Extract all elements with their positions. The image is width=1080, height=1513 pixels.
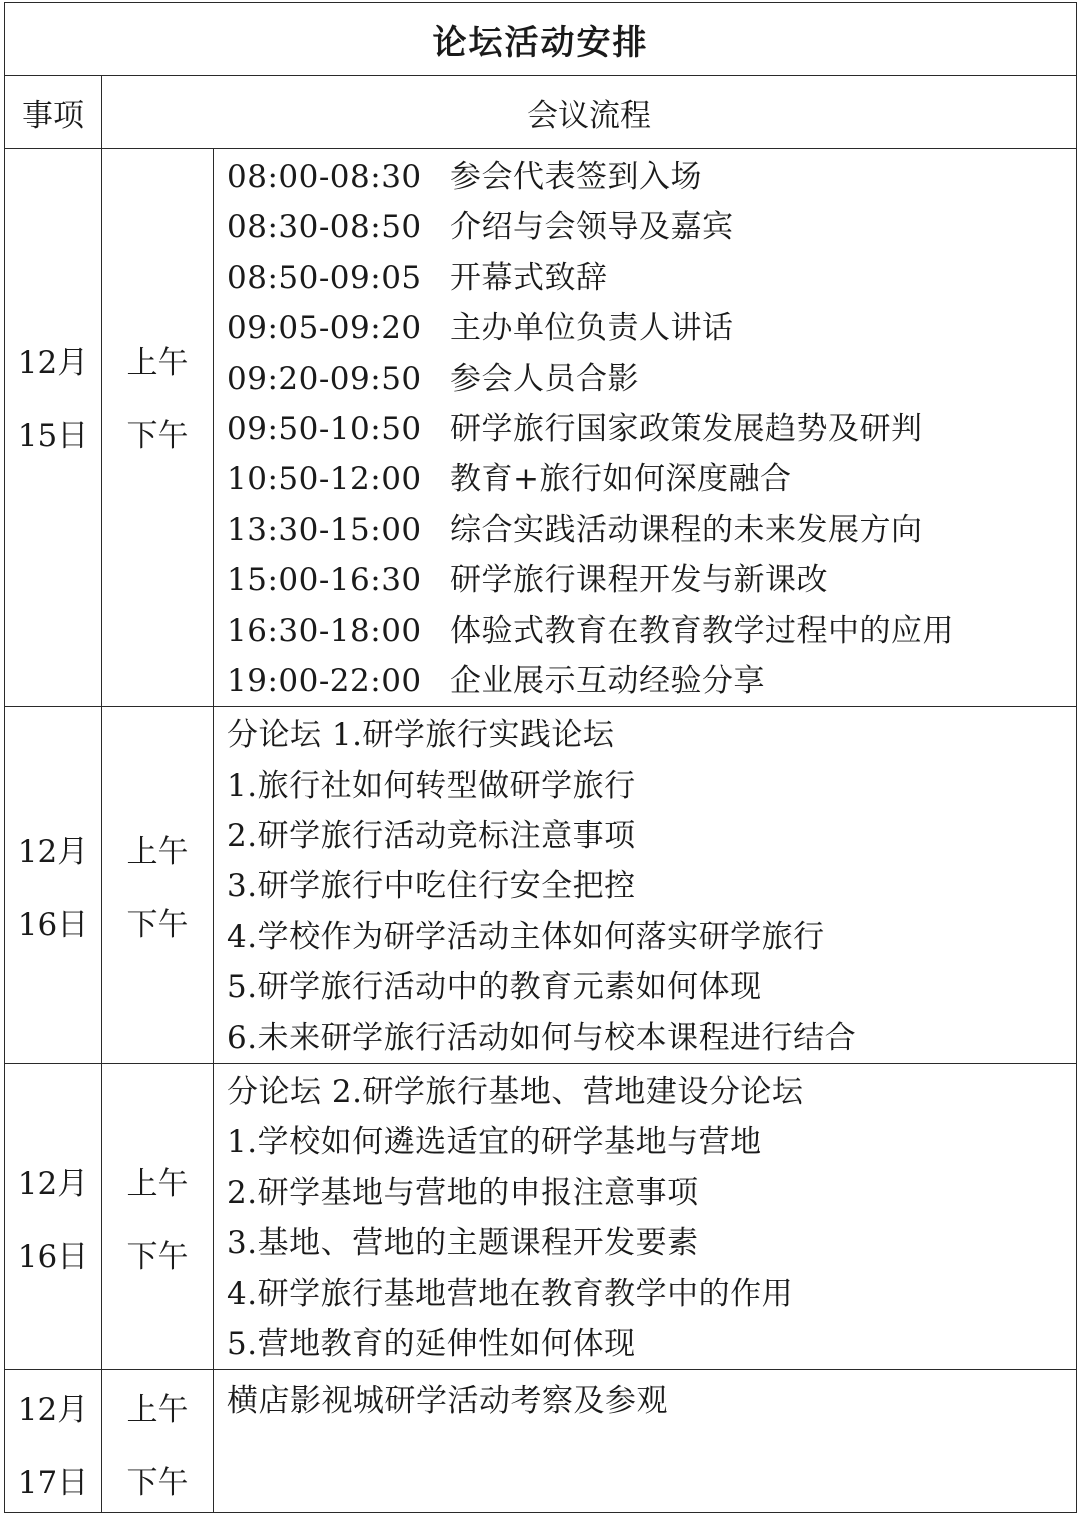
agenda-item	[227, 354, 1076, 404]
agenda-item	[227, 404, 1076, 454]
agenda-topic: 企业展示互动经验分享	[450, 662, 765, 699]
day2b-row	[5, 1064, 1077, 1370]
day2b-period	[102, 1064, 214, 1370]
forum-topic: 6.未来研学旅行活动如何与校本课程进行结合	[227, 1019, 857, 1056]
day2b-date	[5, 1064, 102, 1370]
day2b-agenda	[214, 1064, 1077, 1370]
agenda-time: 08:00-08:30	[227, 159, 422, 195]
agenda-time: 09:50-10:50	[227, 410, 422, 447]
agenda-item	[227, 253, 1076, 303]
agenda-topic: 主办单位负责人讲话	[450, 310, 734, 347]
period-pm: 下午	[126, 1238, 189, 1275]
agenda-topic: 开幕式致辞	[450, 259, 608, 296]
day2a-date	[5, 707, 102, 1064]
agenda-topic: 参会人员合影	[450, 360, 639, 397]
agenda-time: 09:20-09:50	[227, 360, 422, 397]
day3-agenda	[214, 1370, 1077, 1513]
forum-topic: 5.营地教育的延伸性如何体现	[227, 1325, 636, 1362]
agenda-topic: 教育+旅行如何深度融合	[450, 461, 792, 498]
agenda-topic: 研学旅行国家政策发展趋势及研判	[450, 410, 923, 447]
date-month: 12月	[17, 1392, 89, 1429]
date-day: 15日	[17, 417, 89, 454]
period-am: 上午	[126, 834, 189, 871]
day3-date	[5, 1370, 102, 1513]
agenda-item	[227, 152, 1076, 202]
forum-topic: 4.研学旅行基地营地在教育教学中的作用	[227, 1275, 794, 1312]
agenda-item	[227, 606, 1076, 656]
forum-topic: 2.研学旅行活动竞标注意事项	[227, 818, 636, 855]
day1-date	[5, 149, 102, 707]
day1-agenda	[214, 149, 1077, 707]
period-am: 上午	[126, 344, 189, 381]
forum-topic: 横店影视城研学活动考察及参观	[227, 1383, 668, 1420]
agenda-topic: 研学旅行课程开发与新课改	[450, 562, 828, 599]
agenda-item	[227, 202, 1076, 252]
header-item: 事项	[5, 76, 102, 149]
forum-topic: 3.基地、营地的主题课程开发要素	[227, 1225, 699, 1262]
forum-topic: 2.研学基地与营地的申报注意事项	[227, 1174, 699, 1211]
forum-topic: 1.旅行社如何转型做研学旅行	[227, 767, 636, 804]
agenda-item	[227, 454, 1076, 504]
title-row	[5, 3, 1077, 76]
agenda-time: 10:50-12:00	[227, 461, 422, 498]
agenda-time: 16:30-18:00	[227, 612, 422, 649]
agenda-time: 08:50-09:05	[227, 259, 422, 296]
day2a-row	[5, 707, 1077, 1064]
period-pm: 下午	[126, 907, 189, 944]
agenda-time: 13:30-15:00	[227, 511, 422, 548]
day2a-agenda	[214, 707, 1077, 1064]
date-month: 12月	[17, 1165, 89, 1202]
date-month: 12月	[17, 344, 89, 381]
day3-period	[102, 1370, 214, 1513]
agenda-time: 09:05-09:20	[227, 310, 422, 347]
agenda-topic: 体验式教育在教育教学过程中的应用	[450, 612, 954, 649]
day3-row	[5, 1370, 1077, 1513]
header-flow: 会议流程	[102, 76, 1077, 149]
schedule-table	[4, 2, 1077, 1513]
agenda-item	[227, 303, 1076, 353]
agenda-time: 15:00-16:30	[227, 562, 422, 599]
forum-title: 分论坛 2.研学旅行基地、营地建设分论坛	[227, 1074, 804, 1111]
forum-topic: 1.学校如何遴选适宜的研学基地与营地	[227, 1124, 762, 1161]
day2a-period	[102, 707, 214, 1064]
agenda-topic: 综合实践活动课程的未来发展方向	[450, 511, 923, 548]
agenda-item	[227, 656, 1076, 706]
date-day: 17日	[17, 1465, 89, 1502]
agenda-item	[227, 505, 1076, 555]
date-month: 12月	[17, 834, 89, 871]
period-am: 上午	[126, 1392, 189, 1429]
table-title: 论坛活动安排	[5, 3, 1077, 76]
day1-period	[102, 149, 214, 707]
period-am: 上午	[126, 1165, 189, 1202]
agenda-topic: 介绍与会领导及嘉宾	[450, 209, 734, 246]
header-row	[5, 76, 1077, 149]
date-day: 16日	[17, 1238, 89, 1275]
agenda-time: 19:00-22:00	[227, 662, 422, 699]
forum-topic: 5.研学旅行活动中的教育元素如何体现	[227, 969, 762, 1006]
forum-title: 分论坛 1.研学旅行实践论坛	[227, 717, 615, 754]
period-pm: 下午	[126, 417, 189, 454]
period-pm: 下午	[126, 1465, 189, 1502]
agenda-item	[227, 555, 1076, 605]
forum-topic: 4.学校作为研学活动主体如何落实研学旅行	[227, 918, 825, 955]
agenda-topic: 参会代表签到入场	[450, 159, 702, 195]
forum-topic: 3.研学旅行中吃住行安全把控	[227, 868, 636, 905]
date-day: 16日	[17, 907, 89, 944]
day1-row	[5, 149, 1077, 707]
agenda-time: 08:30-08:50	[227, 209, 422, 246]
